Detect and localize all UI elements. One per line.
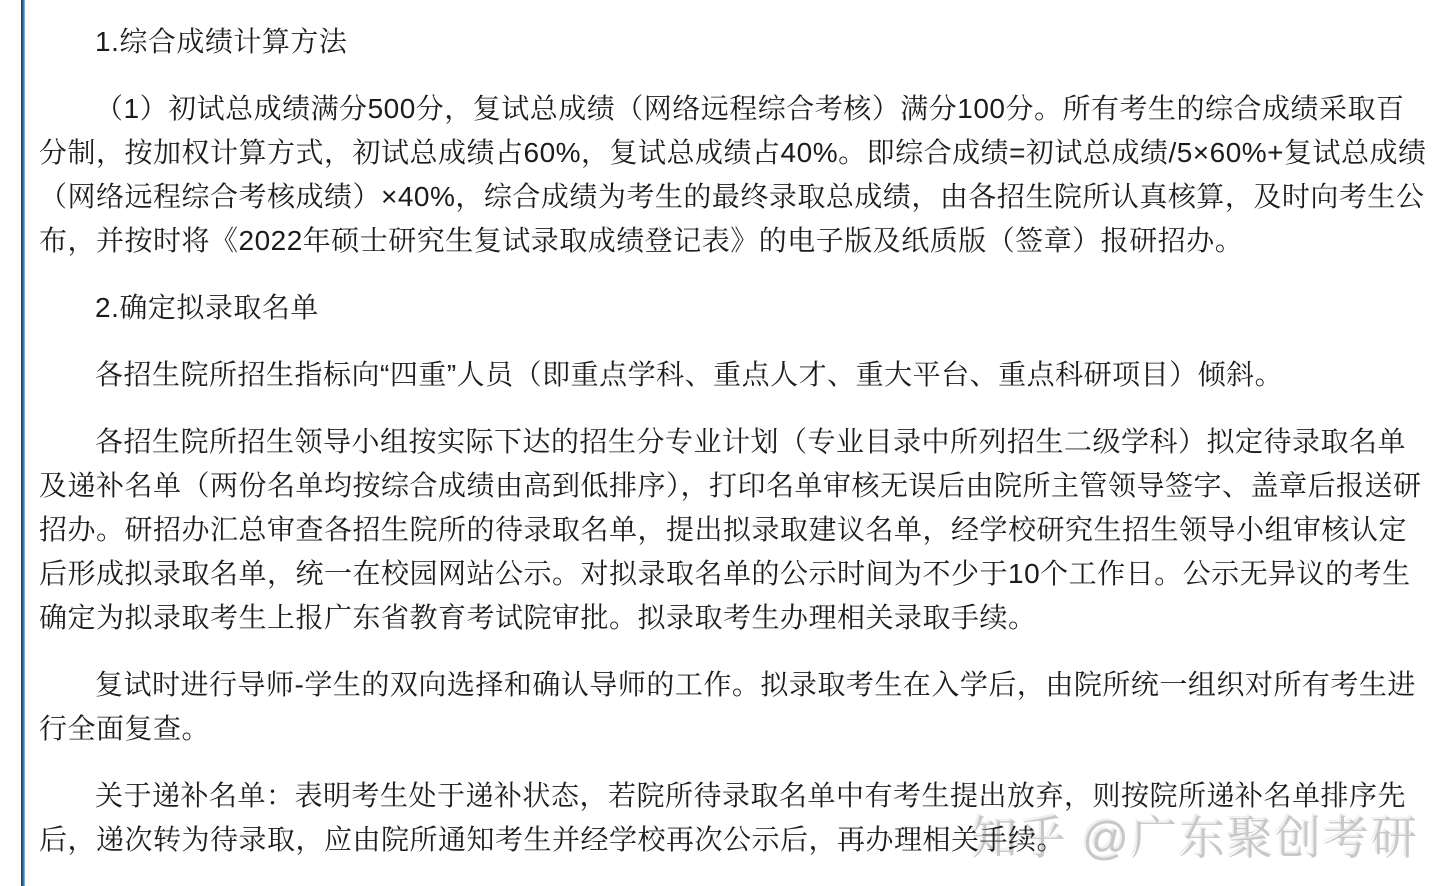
section-2-paragraph-waitlist-rules: 关于递补名单：表明考生处于递补状态，若院所待录取名单中有考生提出放弃，则按院所递补名单排序先后，递次转为待录取，应由院所通知考生并经学校再次公示后，再办理相关手续。 [39, 780, 1407, 855]
section-1-paragraph-score-calculation: （1）初试总成绩满分500分，复试总成绩（网络远程综合考核）满分100分。所有考生的综合成绩采取百分制，按加权计算方式，初试总成绩占60%，复试总成绩占40%。即综合成绩=初试总成绩/5×60%+复试总成绩（网络远程综合考核成绩）×40%，综合成绩为考生的最终录取总成绩，由各招生院所认真核算，及时向考生公布，并按时将《2022年硕士研究生复试录取成绩登记表》的电子版及纸质版（签章）报研招办。 [39, 93, 1427, 256]
section-1-heading: 1.综合成绩计算方法 [95, 26, 348, 57]
section-2-paragraph-admission-list-process: 各招生院所招生领导小组按实际下达的招生分专业计划（专业目录中所列招生二级学科）拟定待录取名单及递补名单（两份名单均按综合成绩由高到低排序），打印名单审核无误后由院所主管领导签字、盖章后报送研招办。研招办汇总审查各招生院所的待录取名单，提出拟录取建议名单，经学校研究生招生领导小组审核认定后形成拟录取名单，统一在校园网站公示。对拟录取名单的公示时间为不少于10个工作日。公示无异议的考生确定为拟录取考生上报广东省教育考试院审批。拟录取考生办理相关录取手续。 [39, 426, 1422, 633]
watermark-zhihu-account: 知乎 @广东聚创考研 [971, 812, 1419, 864]
section-2-paragraph-four-key-tilt: 各招生院所招生指标向“四重”人员（即重点学科、重点人才、重大平台、重点科研项目）倾斜。 [95, 359, 1284, 390]
section-2-paragraph-supervisor-selection: 复试时进行导师-学生的双向选择和确认导师的工作。拟录取考生在入学后，由院所统一组织对所有考生进行全面复查。 [39, 669, 1416, 744]
section-2-heading: 2.确定拟录取名单 [95, 292, 319, 323]
document-body [39, 20, 1427, 862]
left-accent-bar [21, 0, 25, 886]
